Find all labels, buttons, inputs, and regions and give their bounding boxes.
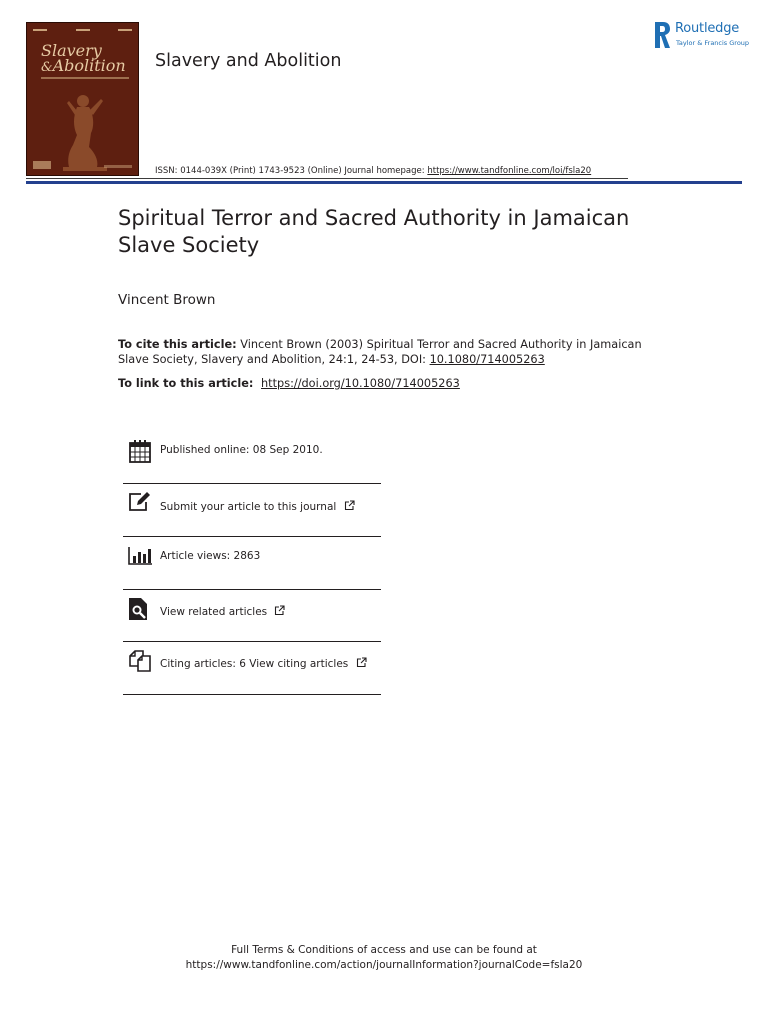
search-document-icon bbox=[127, 596, 153, 622]
link-label: To link to this article: bbox=[118, 377, 254, 390]
cover-title: Slavery &Abolition bbox=[41, 41, 126, 75]
publisher-logo bbox=[653, 21, 748, 51]
info-divider bbox=[123, 641, 381, 642]
external-link-icon bbox=[356, 657, 367, 668]
submit-article-link[interactable]: Submit your article to this journal bbox=[160, 500, 355, 513]
footer-line-1: Full Terms & Conditions of access and use can be found at bbox=[231, 944, 537, 956]
footer-terms-link[interactable]: https://www.tandfonline.com/action/journalInformation?journalCode=fsla20 bbox=[185, 959, 583, 971]
external-link-icon bbox=[274, 605, 285, 616]
info-divider bbox=[123, 589, 381, 590]
publisher-name: Routledge bbox=[675, 21, 740, 36]
kneeling-figure-illustration bbox=[63, 93, 107, 171]
bar-chart-icon bbox=[127, 543, 153, 569]
citing-articles-row[interactable] bbox=[123, 648, 381, 700]
header-divider-blue bbox=[26, 181, 742, 184]
article-author: Vincent Brown bbox=[118, 292, 216, 308]
info-divider bbox=[123, 694, 381, 695]
info-divider bbox=[123, 536, 381, 537]
citing-icon bbox=[127, 648, 153, 674]
issn-line bbox=[155, 166, 591, 176]
published-online-text: Published online: 08 Sep 2010. bbox=[160, 444, 323, 456]
journal-cover-image bbox=[26, 22, 139, 176]
citation-text: Vincent Brown (2003) Spiritual Terror and Sacred Authority in Jamaican Slave Society, Slavery and Abolition, 24:1, 24-53, DOI: bbox=[118, 338, 642, 366]
calendar-icon bbox=[127, 438, 153, 464]
journal-title: Slavery and Abolition bbox=[155, 51, 342, 71]
article-doi-url-link[interactable]: https://doi.org/10.1080/714005263 bbox=[261, 377, 460, 390]
footer-terms bbox=[0, 943, 768, 973]
submit-article-row[interactable] bbox=[123, 490, 381, 542]
header-divider-thin bbox=[26, 178, 628, 179]
article-views-row bbox=[123, 543, 381, 595]
citation-block bbox=[118, 337, 658, 367]
edit-icon bbox=[127, 490, 153, 516]
info-divider bbox=[123, 483, 381, 484]
citation-doi-link[interactable]: 10.1080/714005263 bbox=[429, 353, 545, 366]
view-citing-articles-link[interactable]: Citing articles: 6 View citing articles bbox=[160, 657, 367, 670]
journal-homepage-link[interactable]: https://www.tandfonline.com/loi/fsla20 bbox=[427, 166, 592, 176]
article-link-line bbox=[118, 377, 460, 390]
external-link-icon bbox=[344, 500, 355, 511]
publisher-subtitle: Taylor & Francis Group bbox=[676, 39, 750, 47]
issn-text: ISSN: 0144-039X (Print) 1743-9523 (Online) Journal homepage: bbox=[155, 166, 425, 176]
article-views-text: Article views: 2863 bbox=[160, 550, 261, 562]
citation-label: To cite this article: bbox=[118, 338, 237, 351]
view-related-articles-link[interactable]: View related articles bbox=[160, 605, 285, 618]
routledge-r-icon bbox=[653, 21, 671, 49]
article-title: Spiritual Terror and Sacred Authority in Jamaican Slave Society bbox=[118, 206, 630, 257]
